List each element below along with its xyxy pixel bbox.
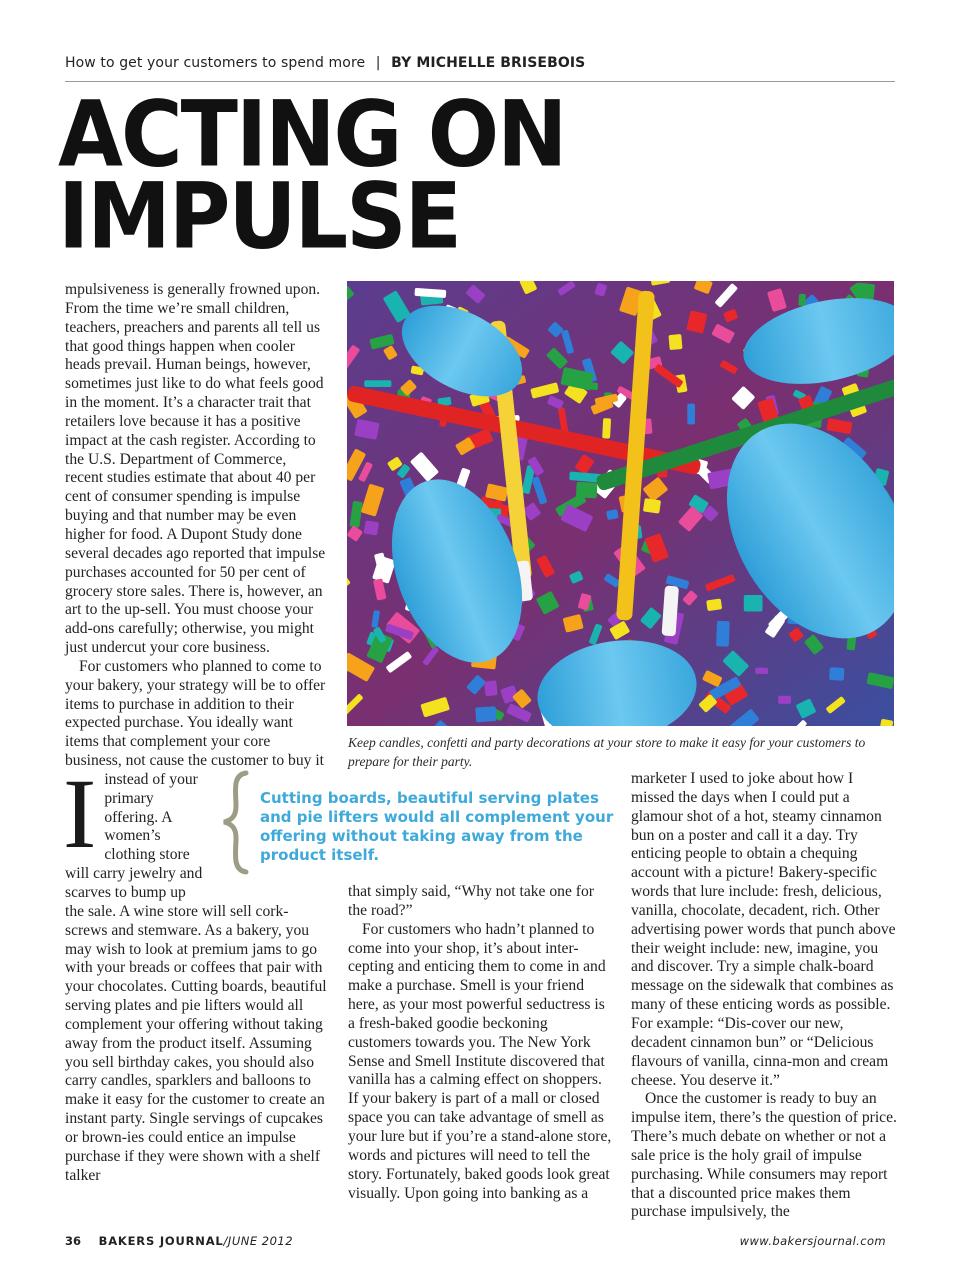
issue-date: /JUNE 2012 <box>223 1234 294 1248</box>
magazine-name: BAKERS JOURNAL <box>98 1234 224 1248</box>
pull-quote: Cutting boards, beautiful serving plates and pie lifters would all complement your offering without taking away from the product itself. <box>260 789 614 864</box>
paragraph-1-text: mpulsiveness is generally frowned upon. From the time we’re small children, teachers, preachers and parents all tell us that good things happen when cooler heads prevail. Human beings, however, sometimes just like to do what feels good in the moment. It’s a character trait that retailers love because it has a positive impact at the cash register. According to the U.S. Department of Commerce, recent studies estimate that about 40 per cent of consumer spending is impulse buying and that number may be even higher for food. A Dupont Study done several decades ago reported that impulse purchases accounted for 50 per cent of grocery store sales. There is, however, an art to the up-sell. You must choose your add-ons carefully; otherwise, you might just undercut your core business. <box>65 281 326 657</box>
website-link[interactable]: www.bakersjournal.com <box>739 1234 886 1248</box>
party-photo <box>347 281 894 726</box>
confetti-piece <box>778 696 791 704</box>
page-number: 36 <box>65 1234 82 1248</box>
paragraph-2: For customers who planned to come to your bakery, your strategy will be to offer items to purchase in addition to their expected purchase. You ideally want items that complement your core business, not cause the customer to buy it instead of your primary offering. A women’s clothing store will carry jewelry and scarves to bump up the sale. A wine store will sell cork-screws and stemware. As a bakery, you may wish to look at premium jams to go with your breads or coffees that pair with your chocolates. Cutting boards, beautiful serving plates and pie lifters would all complement your offering without taking away from the product itself. Assuming you sell birthday cakes, you should also carry candles, sparklers and balloons to make it easy for the customer to create an instant party. Single servings of cupcakes or brown-ies could entice an impulse purchase if they were shown with a shelf talker <box>65 657 327 1184</box>
confetti-piece <box>668 334 682 350</box>
confetti-piece <box>716 621 730 647</box>
kicker-separator: | <box>375 55 381 71</box>
confetti-piece <box>643 498 661 514</box>
paragraph-3: that simply said, “Why not take one for the road?” <box>348 883 594 919</box>
confetti-piece <box>798 294 806 306</box>
confetti-piece <box>364 380 391 387</box>
confetti-piece <box>744 595 763 612</box>
confetti-piece <box>687 404 695 425</box>
drop-cap: I <box>63 758 97 869</box>
article-column-2 <box>348 883 612 1203</box>
paragraph-1 <box>63 281 327 869</box>
headline <box>58 81 566 270</box>
byline: BY MICHELLE BRISEBOIS <box>391 55 586 71</box>
photo-caption: Keep candles, confetti and party decorations at your store to make it easy for your customers to prepare for their party. <box>348 735 866 769</box>
article-column-3 <box>631 770 897 1222</box>
deck-text: How to get your customers to spend more <box>65 55 366 71</box>
confetti-piece <box>829 667 844 680</box>
headline-line-2: IMPULSE <box>58 163 461 270</box>
confetti-piece <box>576 482 598 499</box>
headline-line-1: ACTING ON <box>58 81 566 187</box>
confetti-piece <box>484 680 498 696</box>
confetti-piece <box>364 520 379 535</box>
curly-brace-ornament <box>218 770 254 875</box>
article-column-1 <box>65 281 327 1186</box>
confetti-piece <box>602 418 611 439</box>
footer-folio <box>65 1234 293 1248</box>
paragraph-4: For customers who hadn’t planned to come into your shop, it’s about inter-cepting and enticing them to come in and make a purchase. Smell is your friend here, as your most powerful seductress is a fresh-baked goodie beckoning customers towards you. The New York Sense and Smell Institute discovered that vanilla has a calming effect on shoppers. If your bakery is part of a mall or closed space you can take advantage of smell as your lure but if you’re a stand-alone store, words and pictures will need to tell the story. Fortunately, baked goods look great visually. Upon going into banking as a <box>348 920 612 1202</box>
confetti-piece <box>755 668 768 674</box>
confetti-candles-image <box>347 281 894 726</box>
article-kicker <box>65 55 895 71</box>
confetti-piece <box>706 599 722 612</box>
paragraph-5: marketer I used to joke about how I missed the days when I could put a glamour shot of a hot, steamy cinnamon bun on a poster and call it a day. Try enticing people to obtain a chequing account with a picture! Bakery-specific words that lure include: fresh, delicious, vanilla, chocolate, decadent, rich. Other advertising power words that punch above their weight include: new, imagine, you and discover. Try a simple chalk-board message on the sidewalk that combines as many of these enticing words as possible. For example: “Dis-cover our new, decadent cinnamon bun” or “Delicious flavours of vanilla, cinna-mon and cream cheese. You deserve it.” <box>631 770 896 1089</box>
paragraph-6: Once the customer is ready to buy an impulse item, there’s the question of price. There’s much debate on whether or not a sale price is the holy grail of impulse purchasing. While consumers may report that a discounted price makes them purchase impulsively, the <box>631 1090 897 1221</box>
confetti-piece <box>475 706 496 722</box>
